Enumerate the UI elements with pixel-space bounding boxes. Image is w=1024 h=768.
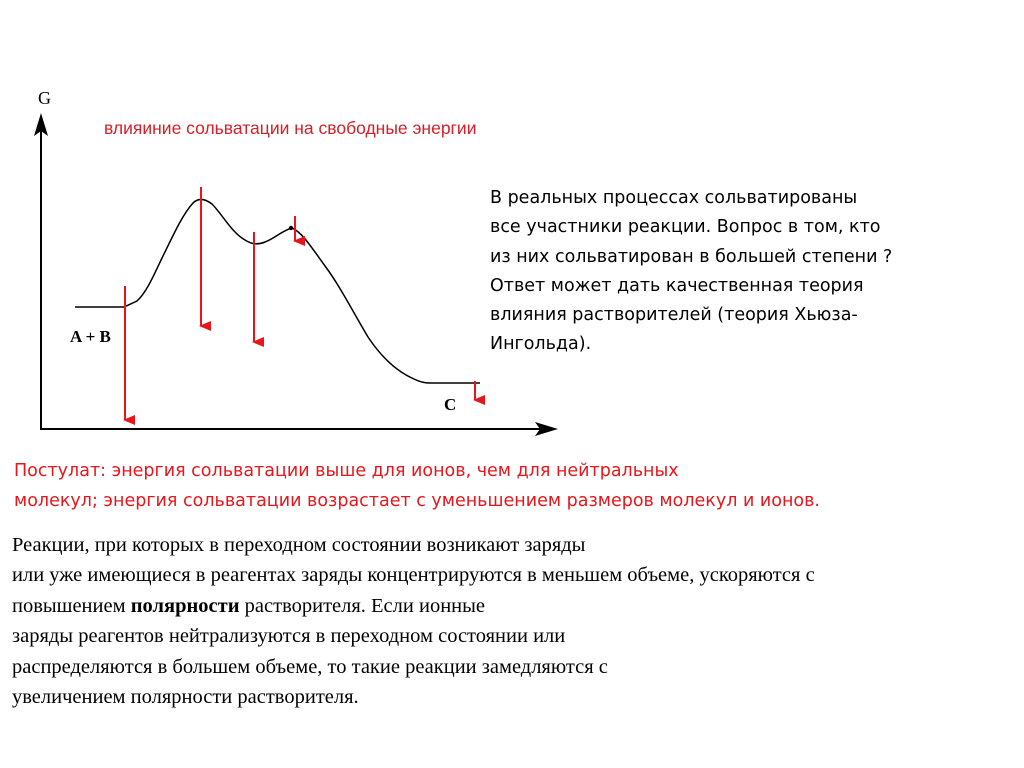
postulate-line: Постулат: энергия сольватации выше для ионов, чем для нейтральных [14,461,679,481]
explanation-line: из них сольватирован в большей степени ? [490,246,893,267]
explanation-line: Ответ может дать качественная теория [490,275,864,296]
diagram-title: влияиние сольватации на свободные энергии [104,118,477,138]
reactions-paragraph [12,530,1022,712]
explanation-line: все участники реакции. Вопрос в том, кто [490,217,881,238]
reactions-line: Реакции, при которых в переходном состоянии возникают заряды [12,534,586,556]
reactions-line: или уже имеющиеся в реагентах заряды концентрируются в меньшем объеме, ускоряются с [12,564,815,587]
reactions-text: растворителя. Если ионные [239,594,486,617]
explanation-line: В реальных процессах сольватированы [490,188,858,208]
postulate-text [14,456,1014,516]
reactants-label: A + B [70,327,111,346]
transition-state-point [289,226,293,230]
polarity-emphasis: полярности [130,594,240,617]
reactions-line [12,591,1022,621]
reactions-line: распределяются в большем объеме, то такие реакции замедляются с [12,655,608,678]
product-label: C [444,395,457,414]
reactions-line: увеличением полярности растворителя. [12,686,359,709]
explanation-line: Ингольда). [490,334,592,355]
reactions-text: повышением [12,594,131,617]
explanation-text [490,184,990,360]
energy-profile-curve [75,199,480,383]
explanation-line: влияния растворителей (теория Хьюза- [490,305,858,326]
y-axis-label: G [38,88,51,108]
postulate-line: молекул; энергия сольватации возрастает с уменьшением размеров молекул и ионов. [14,491,820,511]
reactions-line: заряды реагентов нейтрализуются в переходном состоянии или [12,625,566,648]
